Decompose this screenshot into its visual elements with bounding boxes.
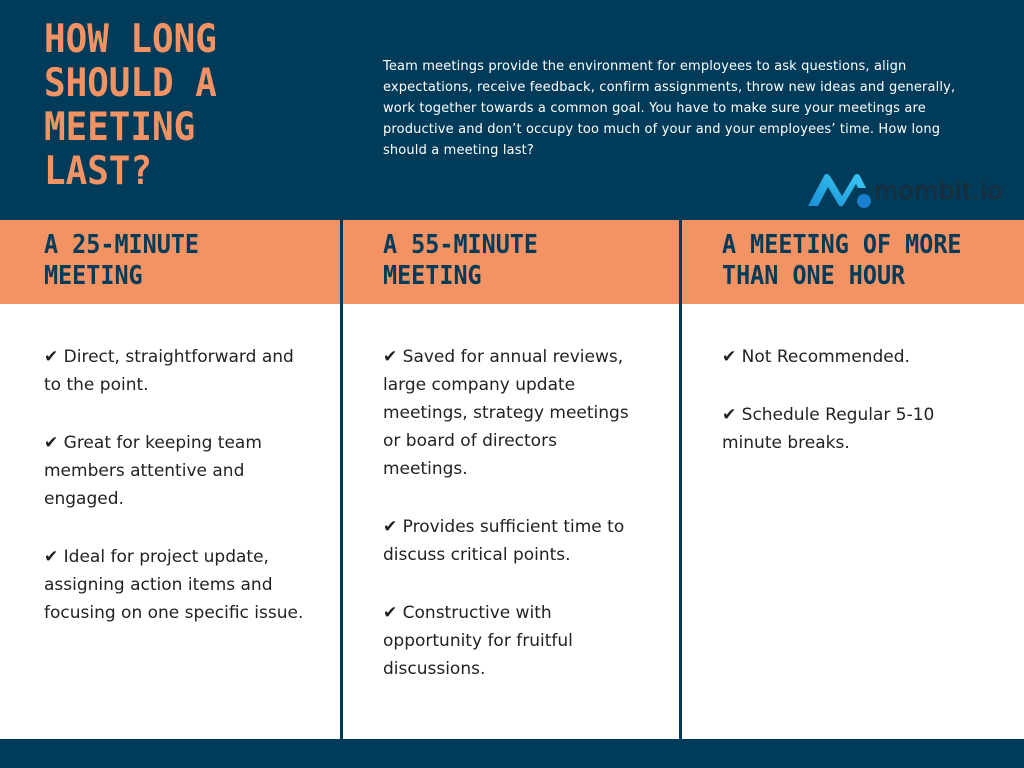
column-heading-over-one-hour: A MEETING OF MORE THAN ONE HOUR xyxy=(722,230,962,291)
column-list-55-minute xyxy=(383,343,645,713)
column-heading-25-minute: A 25-MINUTE MEETING xyxy=(44,230,199,291)
list-item: ✔ Schedule Regular 5-10 minute breaks. xyxy=(722,405,935,453)
column-divider xyxy=(679,220,682,739)
list-item: ✔ Constructive with opportunity for fruitful discussions. xyxy=(383,603,573,679)
list-item: ✔ Not Recommended. xyxy=(722,347,910,367)
brand-name: mombit.io xyxy=(874,175,1003,205)
footer-bar xyxy=(0,739,1024,768)
column-list-over-one-hour xyxy=(722,343,972,487)
column-divider xyxy=(340,220,343,739)
list-item: ✔ Great for keeping team members attentive and engaged. xyxy=(44,433,262,509)
mombit-logo-icon xyxy=(806,170,872,210)
list-item: ✔ Direct, straightforward and to the point. xyxy=(44,347,294,395)
page-title: HOW LONG SHOULD A MEETING LAST? xyxy=(44,17,217,194)
column-list-25-minute xyxy=(44,343,306,657)
header-section xyxy=(0,0,1024,220)
intro-paragraph: Team meetings provide the environment for employees to ask questions, align expectations, receive feedback, confirm assignments, throw new ideas and generally, work together towards a common goal. You have to make sure your meetings are productive and don’t occupy too much of your and your employees’ time. How long should a meeting last? xyxy=(383,59,956,158)
list-item: ✔ Saved for annual reviews, large company update meetings, strategy meetings or board of directors meetings. xyxy=(383,347,629,479)
list-item: ✔ Provides sufficient time to discuss critical points. xyxy=(383,517,625,565)
brand xyxy=(806,170,1003,210)
column-heading-55-minute: A 55-MINUTE MEETING xyxy=(383,230,538,291)
list-item: ✔ Ideal for project update, assigning action items and focusing on one specific issue. xyxy=(44,547,304,623)
